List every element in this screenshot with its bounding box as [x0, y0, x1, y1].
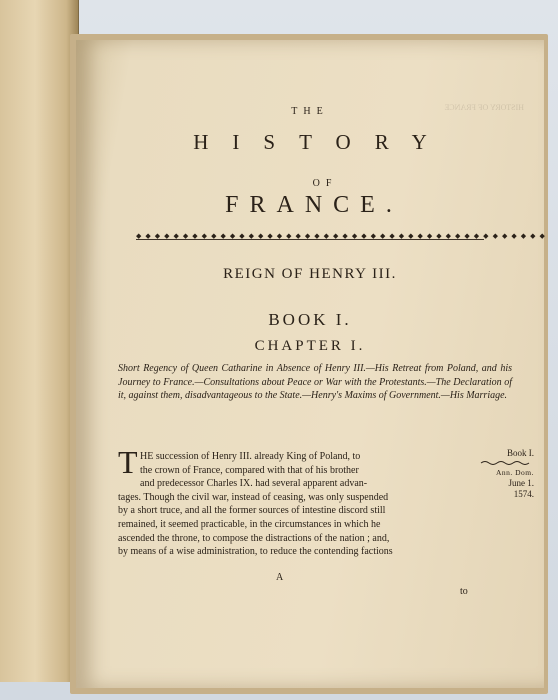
margin-ann-dom: Ann. Dom.: [495, 468, 534, 477]
body-line: the crown of France, compared with that of his brother: [140, 464, 359, 476]
body-line: tages. Though the civil war, instead of ceasing, was only suspended: [118, 491, 389, 503]
body-line: ascended the throne, to compose the distractions of the nation ; and,: [118, 532, 390, 544]
body-text: [118, 450, 466, 559]
body-line: by a short truce, and all the former sources of intestine discord still: [118, 505, 386, 517]
catchword: to: [460, 586, 468, 597]
book-heading: BOOK I.: [268, 310, 352, 329]
drop-cap: T: [118, 444, 138, 480]
margin-note: [474, 448, 534, 500]
squiggle-ornament-icon: [480, 460, 532, 466]
body-line: by means of a wise administration, to reduce the contending factions: [118, 546, 393, 558]
body-line: and predecessor Charles IX. had several apparent advan-: [140, 478, 368, 490]
reign-heading: REIGN OF HENRY III.: [223, 266, 397, 282]
chapter-summary: Short Regency of Queen Catharine in Absence of Henry III.—His Retreat from Poland, and his Journey to France.—Consultations about Peace or War with the Protestants.—The Declaration of it, against them, disadvantageous to the State.—Henry's Maxims of Government.—His Marriage.: [118, 363, 512, 402]
chapter-heading: CHAPTER I.: [254, 338, 366, 354]
margin-year: 1574.: [513, 489, 534, 499]
ornament-dots: ◆◆◆◆◆◆◆◆◆◆◆◆◆◆◆◆◆◆◆◆◆◆◆◆◆◆◆◆◆◆◆◆◆◆◆◆◆◆◆◆◆◆◆◆: [136, 232, 549, 240]
title-the: THE: [291, 106, 329, 117]
title-of: OF: [312, 178, 338, 189]
ornamental-rule: [136, 232, 549, 244]
title-france: FRANCE.: [225, 192, 403, 218]
margin-book: Book I.: [507, 448, 534, 458]
body-line: remained, it seemed practicable, in the circumstances in which he: [118, 518, 381, 530]
body-line: HE succession of Henry III. already King of Poland, to: [140, 451, 361, 462]
title-history: HISTORY: [193, 130, 451, 154]
book-page: [76, 40, 549, 688]
bleed-through-text: HISTORY OF FRANCE: [444, 103, 524, 112]
signature-mark: A: [276, 572, 284, 583]
left-page-edge: [0, 0, 79, 682]
margin-date: June 1.: [508, 478, 534, 488]
